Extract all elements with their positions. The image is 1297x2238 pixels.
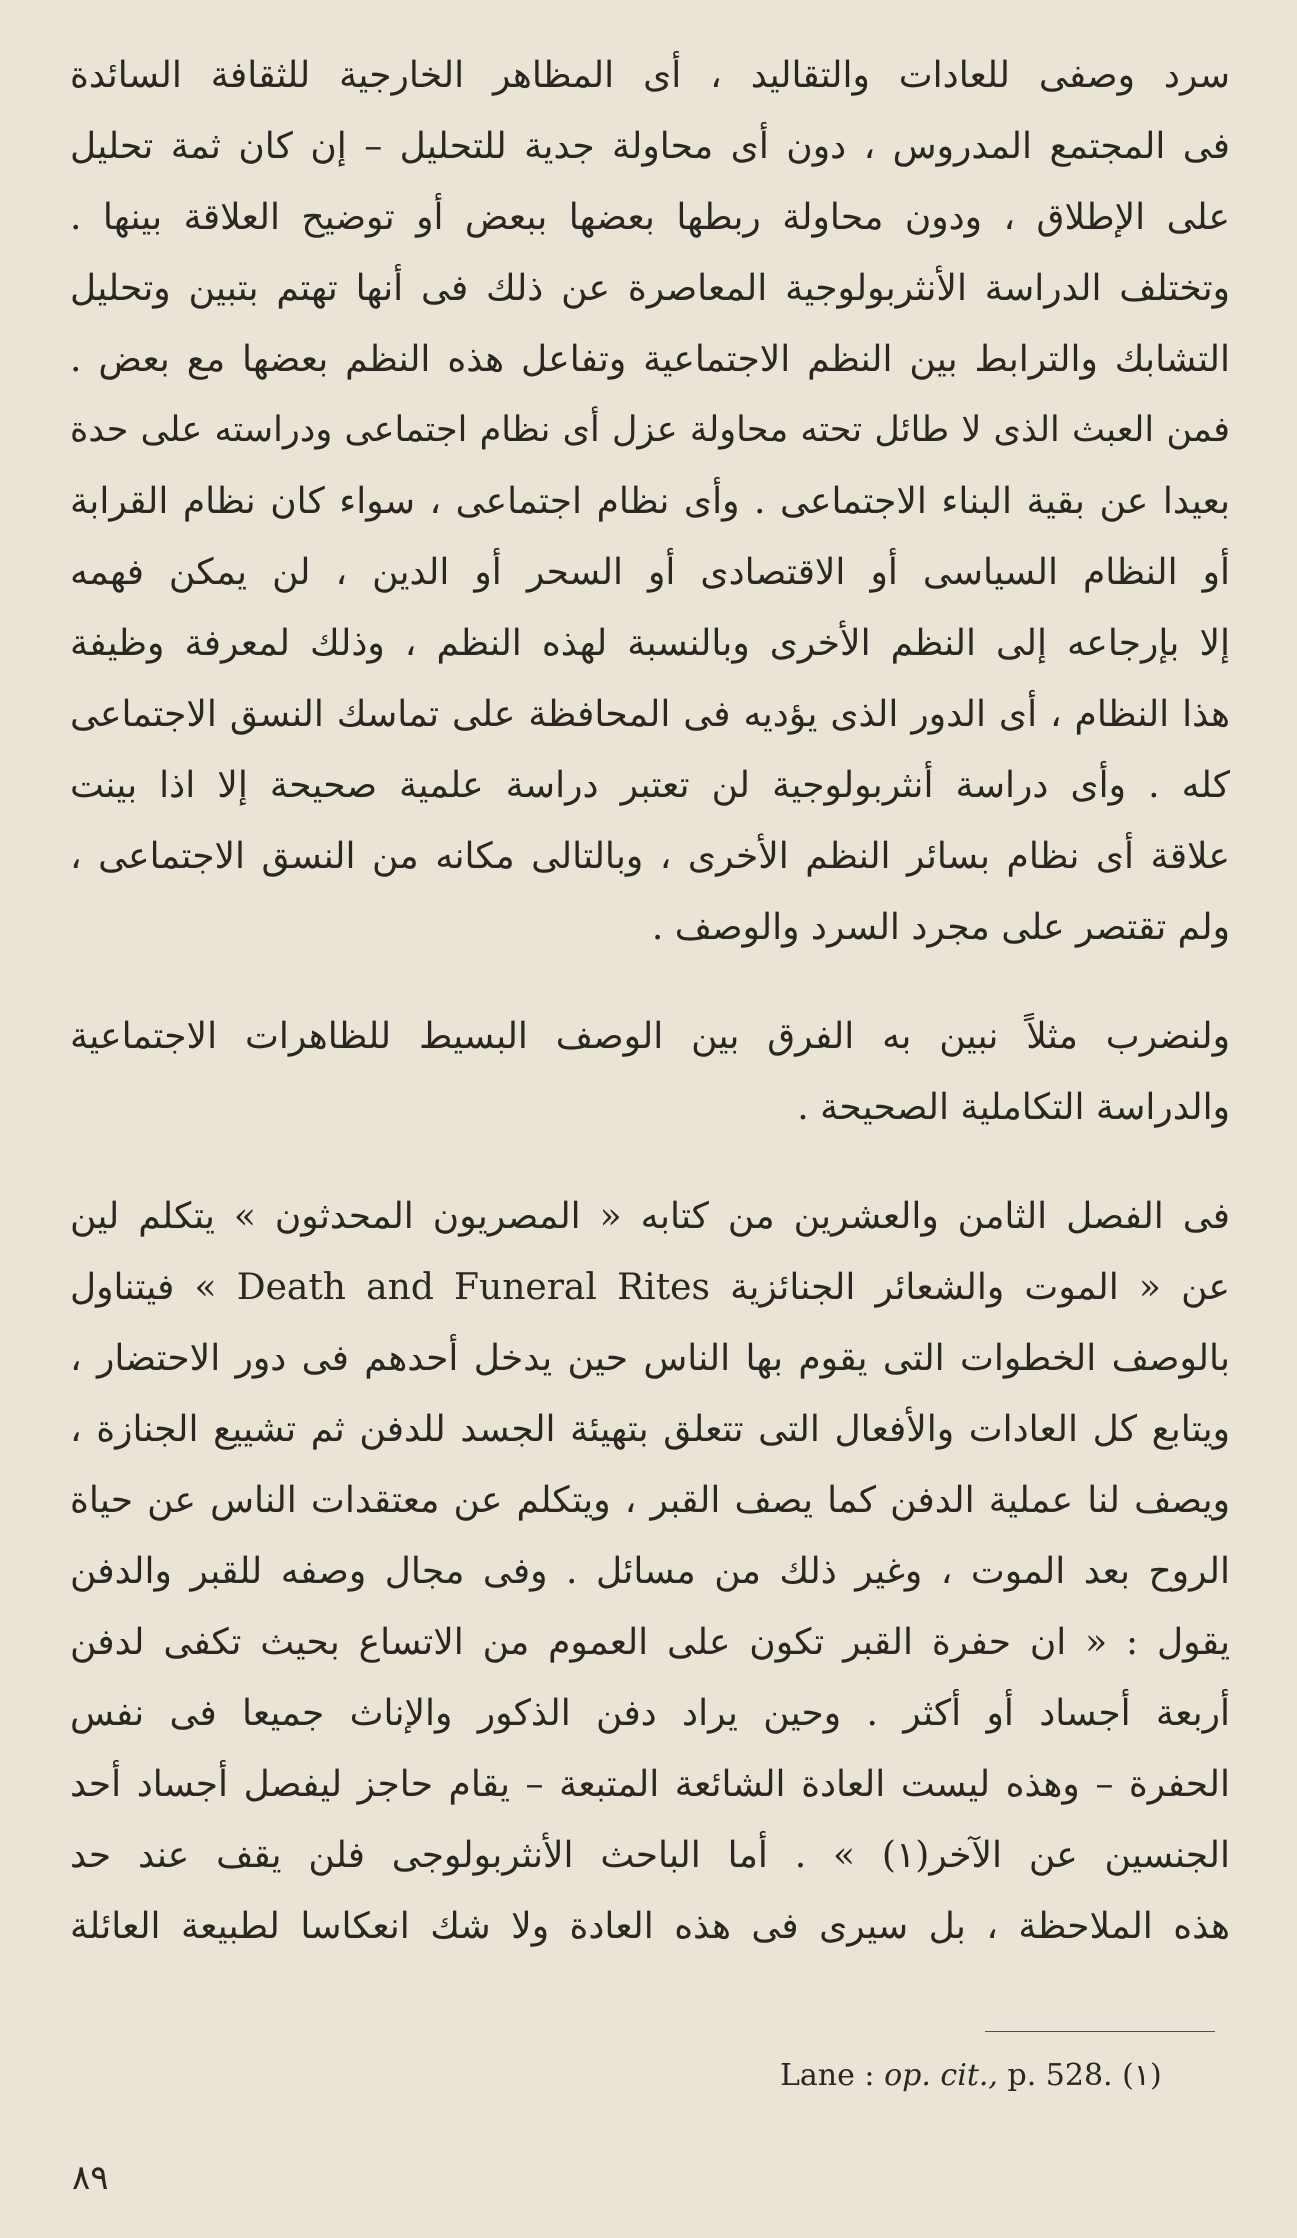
text-line: ويتابع كل العادات والأفعال التى تتعلق بتهيئة الجسد للدفن ثم تشييع الجنازة ، [70, 1409, 1230, 1450]
paragraph-gap [70, 963, 1230, 1001]
page-body [70, 40, 1230, 1962]
text-line: فمن العبث الذى لا طائل تحته محاولة عزل أى نظام اجتماعى ودراسته على حدة [70, 410, 1230, 450]
text-line: عن « الموت والشعائر الجنائزية Death and Funeral Rites » فيتناول [70, 1267, 1230, 1308]
text-line: على الإطلاق ، ودون محاولة ربطها بعضها ببعض أو توضيح العلاقة بينها . [70, 197, 1230, 238]
footnote-page: p. 528. [1007, 2058, 1113, 2093]
paragraph-2 [70, 1001, 1230, 1143]
footnote-author: Lane : [780, 2058, 875, 2093]
text-line: الروح بعد الموت ، وغير ذلك من مسائل . وفى مجال وصفه للقبر والدفن [70, 1551, 1230, 1592]
text-line: وتختلف الدراسة الأنثربولوجية المعاصرة عن ذلك فى أنها تهتم بتبين وتحليل [70, 268, 1230, 309]
text-line: ويصف لنا عملية الدفن كما يصف القبر ، ويتكلم عن معتقدات الناس عن حياة [70, 1480, 1230, 1521]
text-line: كله . وأى دراسة أنثربولوجية لن تعتبر دراسة علمية صحيحة إلا اذا بينت [70, 765, 1230, 806]
text-line: إلا بإرجاعه إلى النظم الأخرى وبالنسبة لهذه النظم ، وذلك لمعرفة وظيفة [70, 623, 1230, 664]
paragraph-gap [70, 1143, 1230, 1181]
text-line: يقول : « ان حفرة القبر تكون على العموم من الاتساع بحيث تكفى لدفن [70, 1622, 1230, 1663]
page-number: ٨٩ [72, 2158, 109, 2198]
footnote-work: op. cit., [884, 2058, 998, 2093]
text-line: ولم تقتصر على مجرد السرد والوصف . [651, 907, 1230, 948]
text-line: هذه الملاحظة ، بل سيرى فى هذه العادة ولا شك انعكاسا لطبيعة العائلة [70, 1906, 1230, 1947]
text-line: فى الفصل الثامن والعشرين من كتابه « المصريون المحدثون » يتكلم لين [70, 1196, 1230, 1237]
text-line: أربعة أجساد أو أكثر . وحين يراد دفن الذكور والإناث جميعا فى نفس [70, 1693, 1230, 1734]
text-line: فى المجتمع المدروس ، دون أى محاولة جدية للتحليل – إن كان ثمة تحليل [70, 126, 1230, 167]
footnote [780, 2058, 1220, 2093]
text-line: هذا النظام ، أى الدور الذى يؤديه فى المحافظة على تماسك النسق الاجتماعى [70, 694, 1230, 735]
text-line: علاقة أى نظام بسائر النظم الأخرى ، وبالتالى مكانه من النسق الاجتماعى ، [70, 836, 1230, 877]
text-line: بعيدا عن بقية البناء الاجتماعى . وأى نظام اجتماعى ، سواء كان نظام القرابة [70, 481, 1230, 522]
text-line: الحفرة – وهذه ليست العادة الشائعة المتبعة – يقام حاجز ليفصل أجساد أحد [70, 1764, 1230, 1805]
text-line: ولنضرب مثلاً نبين به الفرق بين الوصف البسيط للظاهرات الاجتماعية [70, 1016, 1230, 1057]
footnote-marker: (١) [1122, 2058, 1162, 2093]
text-line: أو النظام السياسى أو الاقتصادى أو السحر أو الدين ، لن يمكن فهمه [70, 552, 1230, 593]
paragraph-3 [70, 1181, 1230, 1962]
text-line: التشابك والترابط بين النظم الاجتماعية وتفاعل هذه النظم بعضها مع بعض . [70, 339, 1230, 380]
footnote-divider [985, 2031, 1215, 2032]
text-line: سرد وصفى للعادات والتقاليد ، أى المظاهر الخارجية للثقافة السائدة [70, 55, 1230, 96]
text-line: الجنسين عن الآخر(١) » . أما الباحث الأنثربولوجى فلن يقف عند حد [70, 1835, 1231, 1876]
text-line: والدراسة التكاملية الصحيحة . [797, 1087, 1230, 1128]
paragraph-1 [70, 40, 1230, 963]
text-line: بالوصف الخطوات التى يقوم بها الناس حين يدخل أحدهم فى دور الاحتضار ، [70, 1338, 1230, 1379]
